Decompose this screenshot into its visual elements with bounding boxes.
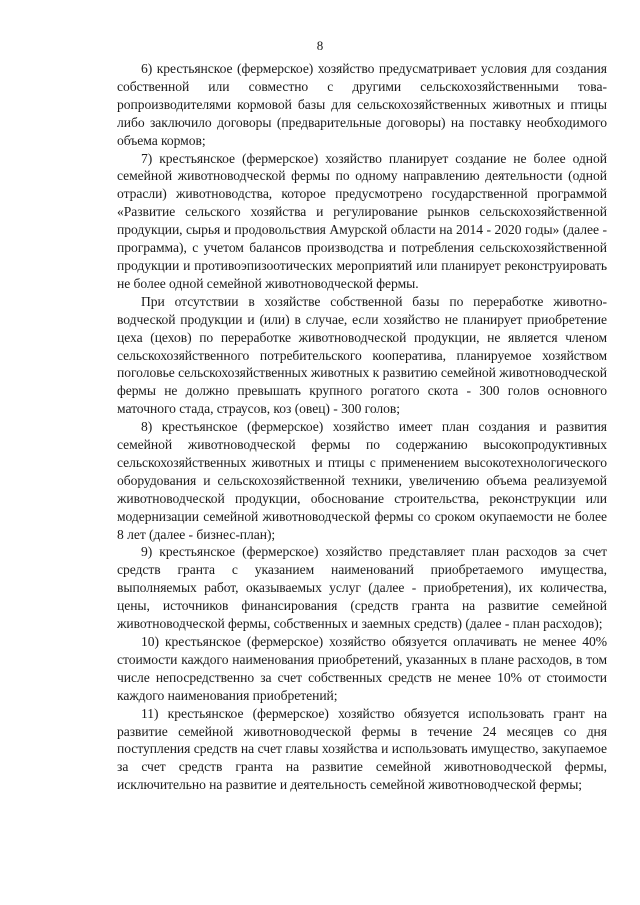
paragraph-item-6: 6) крестьянское (фермерское) хозяйство предусматривает условия для создания собственной или совместно с другими сельскохозяйственными товаропроизводителями кормовой базы для сельскохозяйственных животных и птицы либо заключило договоры (предварительные договоры) на поставку необходимого объема кормов;	[117, 61, 607, 148]
paragraph-item-9: 9) крестьянское (фермерское) хозяйство представляет план расходов за счет средств гранта с указанием наименований приобретаемого имущества, выполняемых работ, оказываемых услуг (далее - приобретения), их количества, цены, источников финансирования (средств гранта на развитие семейной животноводческой фермы, собственных и заемных средств) (далее - план расходов);	[117, 544, 607, 632]
paragraph-item-11: 11) крестьянское (фермерское) хозяйство обязуется использовать грант на развитие семейной животноводческой фермы в течение 24 месяцев со дня поступления средств на счет главы хозяйства и использовать имущество, закупаемое за счет средств гранта на развитие семейной животноводческой фермы, исключительно на развитие и деятельность семейной животноводческой фермы;	[117, 705, 607, 793]
paragraph-item-8: 8) крестьянское (фермерское) хозяйство имеет план создания и развития семейной животноводческой фермы по содержанию высокопродуктивных сельскохозяйственных животных и птицы с применением высокотехнологического оборудования и сельскохозяйственной техники, увеличению объема реализуемой животноводческой продукции, обоснование строительства, реконструкции или модернизации семейной животноводческой фермы со сроком окупаемости не более 8 лет (далее - бизнес-план);	[117, 419, 607, 542]
paragraph-item-7: 7) крестьянское (фермерское) хозяйство планирует создание не более одной семейной животноводческой фермы по одному направлению деятельности (одной отрасли) животноводства, которое предусмотрено государственной программой «Развитие сельского хозяйства и регулирование рынков сельскохозяйственной продукции, сырья и продовольствия Амурской области на 2014 - 2020 годы» (далее - программа), с учетом балансов производства и потребления сельскохозяйственной продукции и противоэпизоотических мероприятий или планирует реконструировать не более одной семейной животноводческой фермы.	[117, 150, 607, 291]
document-body	[117, 60, 607, 794]
page-number: 8	[316, 38, 324, 53]
paragraph-livestock-limit: При отсутствии в хозяйстве собственной базы по переработке животноводческой продукции и (или) в случае, если хозяйство не планирует приобретение цеха (цехов) по переработке животноводческой продукции, не является членом сельскохозяйственного потребительского кооператива, планируемое хозяйством поголовье сельскохозяйственных животных к развитию семейной животноводческой фермы не должно превышать крупного рогатого скота - 300 голов основного маточного стада, страусов, коз (овец) - 300 голов;	[117, 293, 607, 417]
paragraph-item-10: 10) крестьянское (фермерское) хозяйство обязуется оплачивать не менее 40% стоимости каждого наименования приобретений, указанных в плане расходов, в том числе непосредственно за счет собственных средств не менее 10% от стоимости каждого наименования приобретений;	[117, 634, 607, 703]
